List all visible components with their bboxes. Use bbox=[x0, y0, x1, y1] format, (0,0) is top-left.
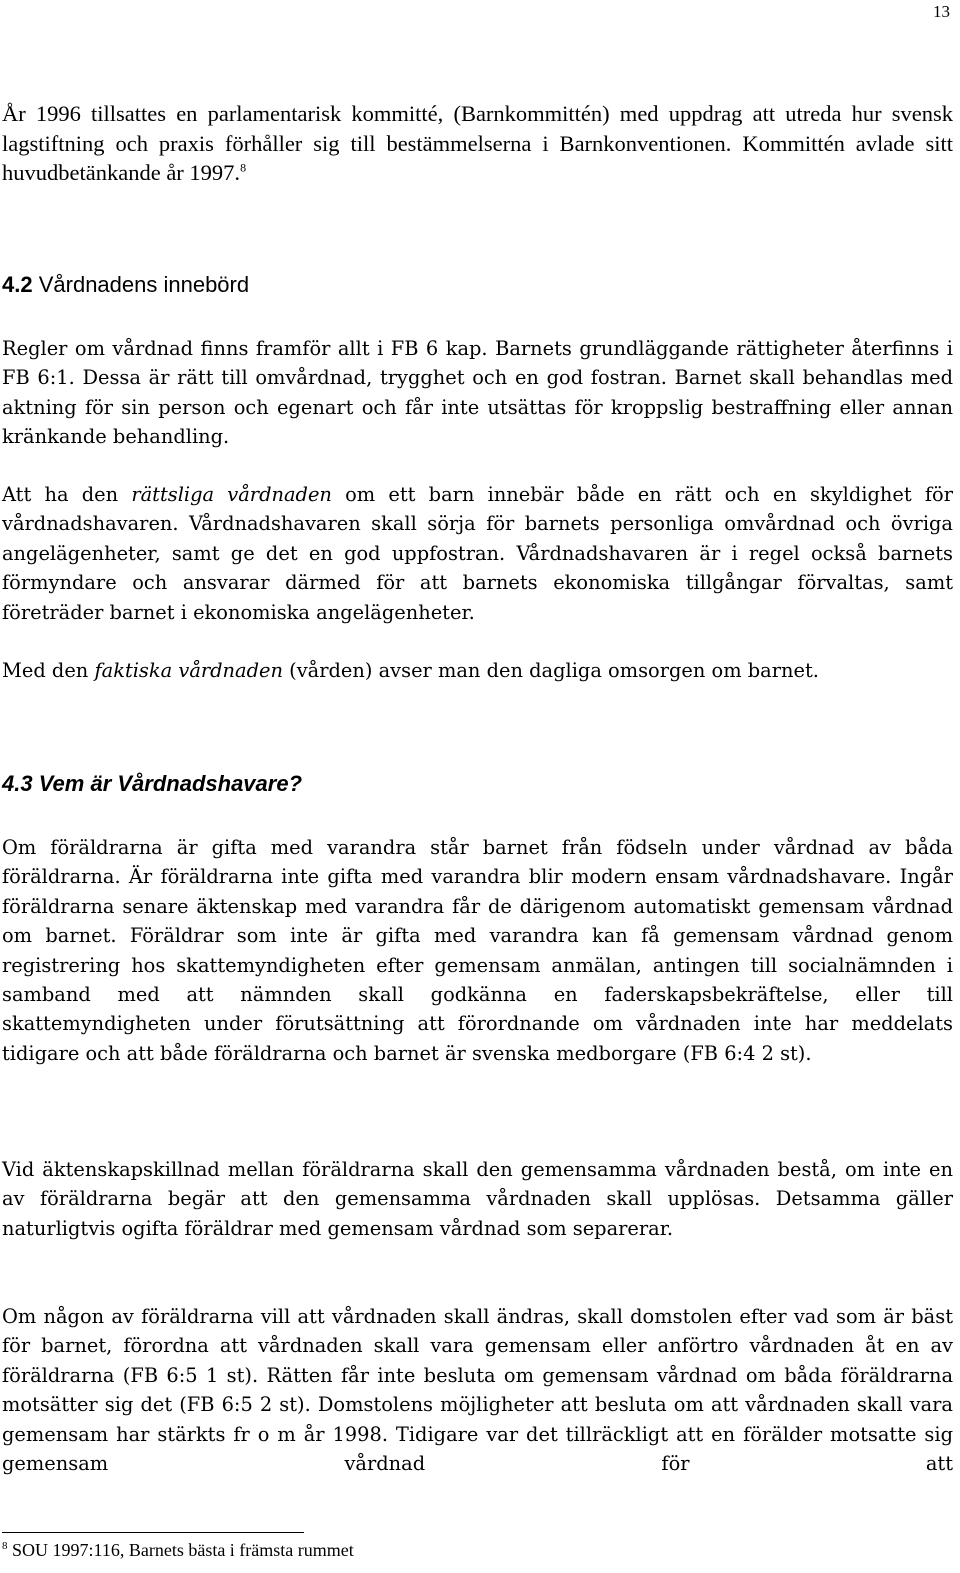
paragraph-court-change: Om någon av föräldrarna vill att vårdnaden skall ändras, skall domstolen efter vad som är bäst för barnet, förordna att vårdnaden skall vara gemensam eller anförtro vårdnaden åt en av föräldrarna (FB 6:5 1 st). Rätten får inte besluta om gemensam vårdnad om båda föräldrarna motsätter sig det (FB 6:5 2 st). Domstolens möjligheter att besluta om att vårdnaden skall vara gemensam har stärkts fr o m år 1998. Tidigare var det tillräckligt att en förälder motsatte sig gemensam vårdnad för att bbox=[2, 1305, 953, 1476]
paragraph-rules: Regler om vårdnad finns framför allt i FB 6 kap. Barnets grundläggande rättigheter återfinns i FB 6:1. Dessa är rätt till omvårdnad, trygghet och en god fostran. Barnet skall behandlas med aktning för sin person och egenart och får inte utsättas för kroppslig bestraffning eller annan kränkande behandling. bbox=[2, 337, 953, 449]
text-span: (vården) avser man den dagliga omsorgen om barnet. bbox=[282, 659, 819, 682]
emphasis-actual-custody: faktiska vårdnaden bbox=[94, 659, 283, 682]
intro-paragraph bbox=[2, 99, 953, 188]
footnote-text: SOU 1997:116, Barnets bästa i främsta rummet bbox=[12, 1540, 354, 1560]
paragraph-married-parents: Om föräldrarna är gifta med varandra står barnet från födseln under vårdnad av båda föräldrarna. Är föräldrarna inte gifta med varandra blir modern ensam vårdnadshavare. Ingår föräldrarna senare äktenskap med varandra får de därigenom automatiskt gemensam vårdnad om barnet. Föräldrar som inte är gifta med varandra kan få gemensam vårdnad genom registrering hos skattemyndigheten efter gemensam anmälan, antingen till socialnämnden i samband med att nämnden skall godkänna en faderskapsbekräftelse, eller till skattemyndigheten under förutsättning att förordnande om vårdnaden inte har meddelats tidigare och att både föräldrarna och barnet är svenska medborgare (FB 6:4 2 st). bbox=[2, 836, 953, 1065]
section-number: 4.2 bbox=[2, 272, 33, 297]
page-number: 13 bbox=[933, 2, 950, 21]
section-heading-4-3: 4.3 Vem är Vårdnadshavare? bbox=[2, 771, 303, 796]
footnote-mark: 8 bbox=[2, 1540, 8, 1552]
emphasis-legal-custody: rättsliga vårdnaden bbox=[131, 483, 332, 506]
section-title: Vårdnadens innebörd bbox=[38, 272, 250, 297]
paragraph-divorce: Vid äktenskapskillnad mellan föräldrarna skall den gemensamma vårdnaden bestå, om inte en av föräldrarna begär att den gemensamma vårdnaden skall upplösas. Detsamma gäller naturligtvis ogifta föräldrar med gemensam vårdnad som separerar. bbox=[2, 1158, 953, 1240]
footnote-divider bbox=[2, 1532, 304, 1533]
intro-text: År 1996 tillsattes en parlamentarisk kommitté, (Barnkommittén) med uppdrag att utreda hur svensk lagstiftning och praxis förhåller sig till bestämmelserna i Barnkonventionen. Kommittén avlade sitt huvudbetänkande år 1997. bbox=[2, 101, 953, 185]
footnote-reference: 8 bbox=[240, 160, 247, 175]
text-span: Med den bbox=[2, 659, 95, 682]
section-heading-4-2 bbox=[2, 272, 249, 298]
footnote bbox=[2, 1540, 354, 1561]
paragraph-actual-custody bbox=[2, 656, 953, 685]
text-span: om ett barn innebär både en rätt och en skyldighet för vårdnadshavaren. Vårdnadshavaren skall sörja för barnets personliga omvårdnad och övriga angelägenheter, samt ge det en god uppfostran. Vårdnadshavaren är i regel också barnets förmyndare och ansvarar därmed för att barnets ekonomiska tillgångar förvaltas, samt företräder barnet i ekonomiska angelägenheter. bbox=[2, 483, 953, 624]
paragraph-legal-custody bbox=[2, 480, 953, 627]
text-span: Att ha den bbox=[2, 483, 132, 506]
